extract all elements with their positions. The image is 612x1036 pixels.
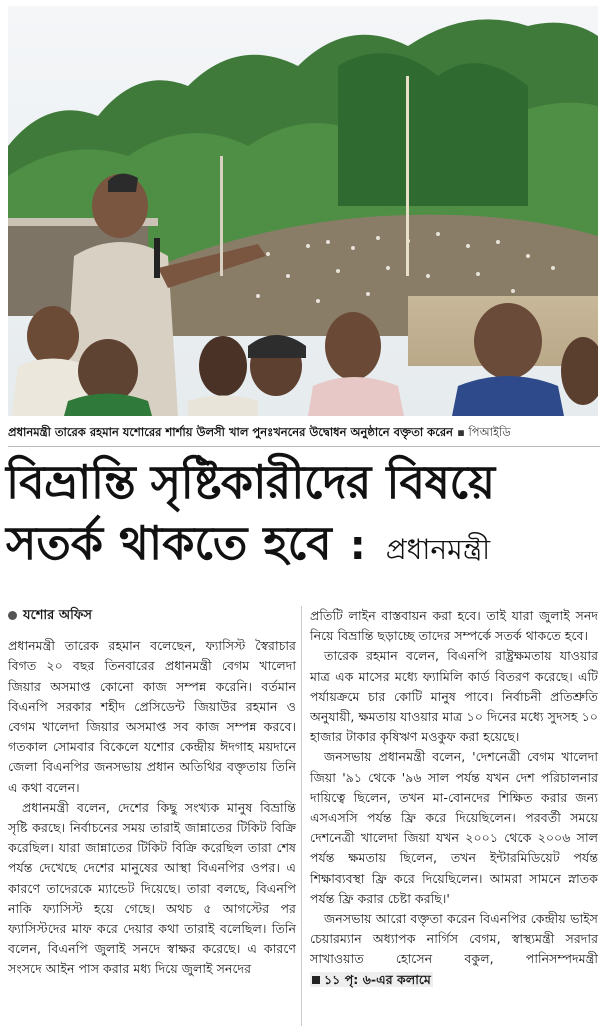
headline-main: সতর্ক থাকতে হবে xyxy=(6,516,332,570)
column-divider xyxy=(301,606,302,1026)
paragraph: প্রধানমন্ত্রী বলেন, দেশের কিছু সংখ্যক মানুষ বিভ্রান্তি সৃষ্টি করছে। নির্বাচনের সময় তারাই জান্নাতের টিকিট বিক্রি করেছিল। যারা জান্নাতের টিকিট বিক্রি করেছিল তারা শেষ পর্যন্ত দেখেছে দেশের মানুষের আস্থা বিএনপির ওপর। এ কারণে তাদেরকে ম্যান্ডেট দিয়েছে। তারা বলছে, বিএনপি নাকি ফ্যাসিস্ট হয়ে গেছে। অথচ ৫ আগস্টের পর ফ্যাসিস্টদের মাফ করে দেয়ার কথা তারাই বলেছিল। তিনি বলেন, বিএনপি জুলাই সনদে স্বাক্ষর করেছে। এ কারণে সংসদে আইন পাস করার মধ্য দিয়ে জুলাই সনদের xyxy=(8,799,296,977)
headline-attribution: প্রধানমন্ত্রী xyxy=(385,533,491,566)
paragraph xyxy=(310,909,598,990)
paragraph: তারেক রহমান বলেন, বিএনপি রাষ্ট্রক্ষমতায় যাওয়ার মাত্র এক মাসের মধ্যে ফ্যামিলি কার্ড বিতরণ করেছে। এটি পর্যায়ক্রমে চার কোটি মানুষ পাবে। নির্বাচনী প্রতিশ্রুতি অনুযায়ী, ক্ষমতায় যাওয়ার মাত্র ১০ দিনের মধ্যে সুদসহ ১০ হাজার টাকার কৃষিঋণ মওকুফ করা হয়েছে। xyxy=(310,648,598,745)
caption-text: প্রধানমন্ত্রী তারেক রহমান যশোরের শার্শায় উলসী খাল পুনঃখননের উদ্বোধন অনুষ্ঠানে বক্তৃতা করেন xyxy=(8,425,454,439)
paragraph-text: জনসভায় আরো বক্তৃতা করেন বিএনপির কেন্দ্রীয় ভাইস চেয়ারম্যান অধ্যাপক নার্গিস বেগম, স্বাস্থ্যমন্ত্রী সরদার সাখাওয়াত হোসেন বকুল, পানিসম্পদমন্ত্রী xyxy=(310,911,598,967)
headline-line-1: বিভ্রান্তি সৃষ্টিকারীদের বিষয়ে xyxy=(6,455,495,509)
jump-text: ১১ পৃ: ৬-এর কলামে xyxy=(324,971,431,987)
divider xyxy=(8,446,600,447)
news-photo xyxy=(8,6,598,416)
paragraph: জনসভায় প্রধানমন্ত্রী বলেন, 'দেশনেত্রী বেগম খালেদা জিয়া '৯১ থেকে '৯৬ সাল পর্যন্ত যখন দেশ পরিচালনার দায়িত্বে ছিলেন, তখন মা-বোনদের শিক্ষিত করার জন্য এসএসসি পর্যন্ত ফ্রি করে দিয়েছিলেন। পরবর্তী সময়ে দেশনেত্রী খালেদা জিয়া যখন ২০০১ থেকে ২০০৬ সাল পর্যন্ত ক্ষমতায় ছিলেন, তখন ইন্টারমিডিয়েট পর্যন্ত শিক্ষাব্যবস্থা ফ্রি করে দিয়েছিলেন। আমরা সামনে স্নাতক পর্যন্ত ফ্রি করার চেষ্টা করছি।' xyxy=(310,749,598,906)
photo-caption xyxy=(8,424,598,443)
paragraph: প্রতিটি লাইন বাস্তবায়ন করা হবে। তাই যারা জুলাই সনদ নিয়ে বিভ্রান্তি ছড়াচ্ছে তাদের সম্পর্কে সতর্ক থাকতে হবে। xyxy=(310,608,598,644)
byline xyxy=(8,606,296,626)
byline-text: যশোর অফিস xyxy=(23,608,92,623)
rally-photo-illustration xyxy=(8,6,598,416)
article-column-right xyxy=(310,606,598,990)
headline-colon: : xyxy=(349,523,366,569)
headline xyxy=(6,452,606,581)
square-bullet-icon xyxy=(312,976,320,984)
article-column-left xyxy=(8,606,296,980)
paragraph: প্রধানমন্ত্রী তারেক রহমান বলেছেন, ফ্যাসিস্ট স্বৈরাচার বিগত ২০ বছর তিনবারের প্রধানমন্ত্রী বেগম খালেদা জিয়ার অসমাপ্ত কোনো কাজ সম্পন্ন করেনি। বর্তমান বিএনপি সরকার শহীদ প্রেসিডেন্ট জিয়াউর রহমান ও বেগম খালেদা জিয়ার অসমাপ্ত সব কাজ সম্পন্ন করবে। গতকাল সোমবার বিকেলে যশোর কেন্দ্রীয় ঈদগাহ ময়দানে জেলা বিএনপির জনসভায় প্রধান অতিথির বক্তৃতায় তিনি এ কথা বলেন। xyxy=(8,638,296,795)
bullet-icon xyxy=(8,611,17,620)
continued-jump[interactable] xyxy=(310,972,433,987)
photo-credit: ▪ পিআইডি xyxy=(457,425,511,439)
headline-line-2 xyxy=(6,512,606,581)
